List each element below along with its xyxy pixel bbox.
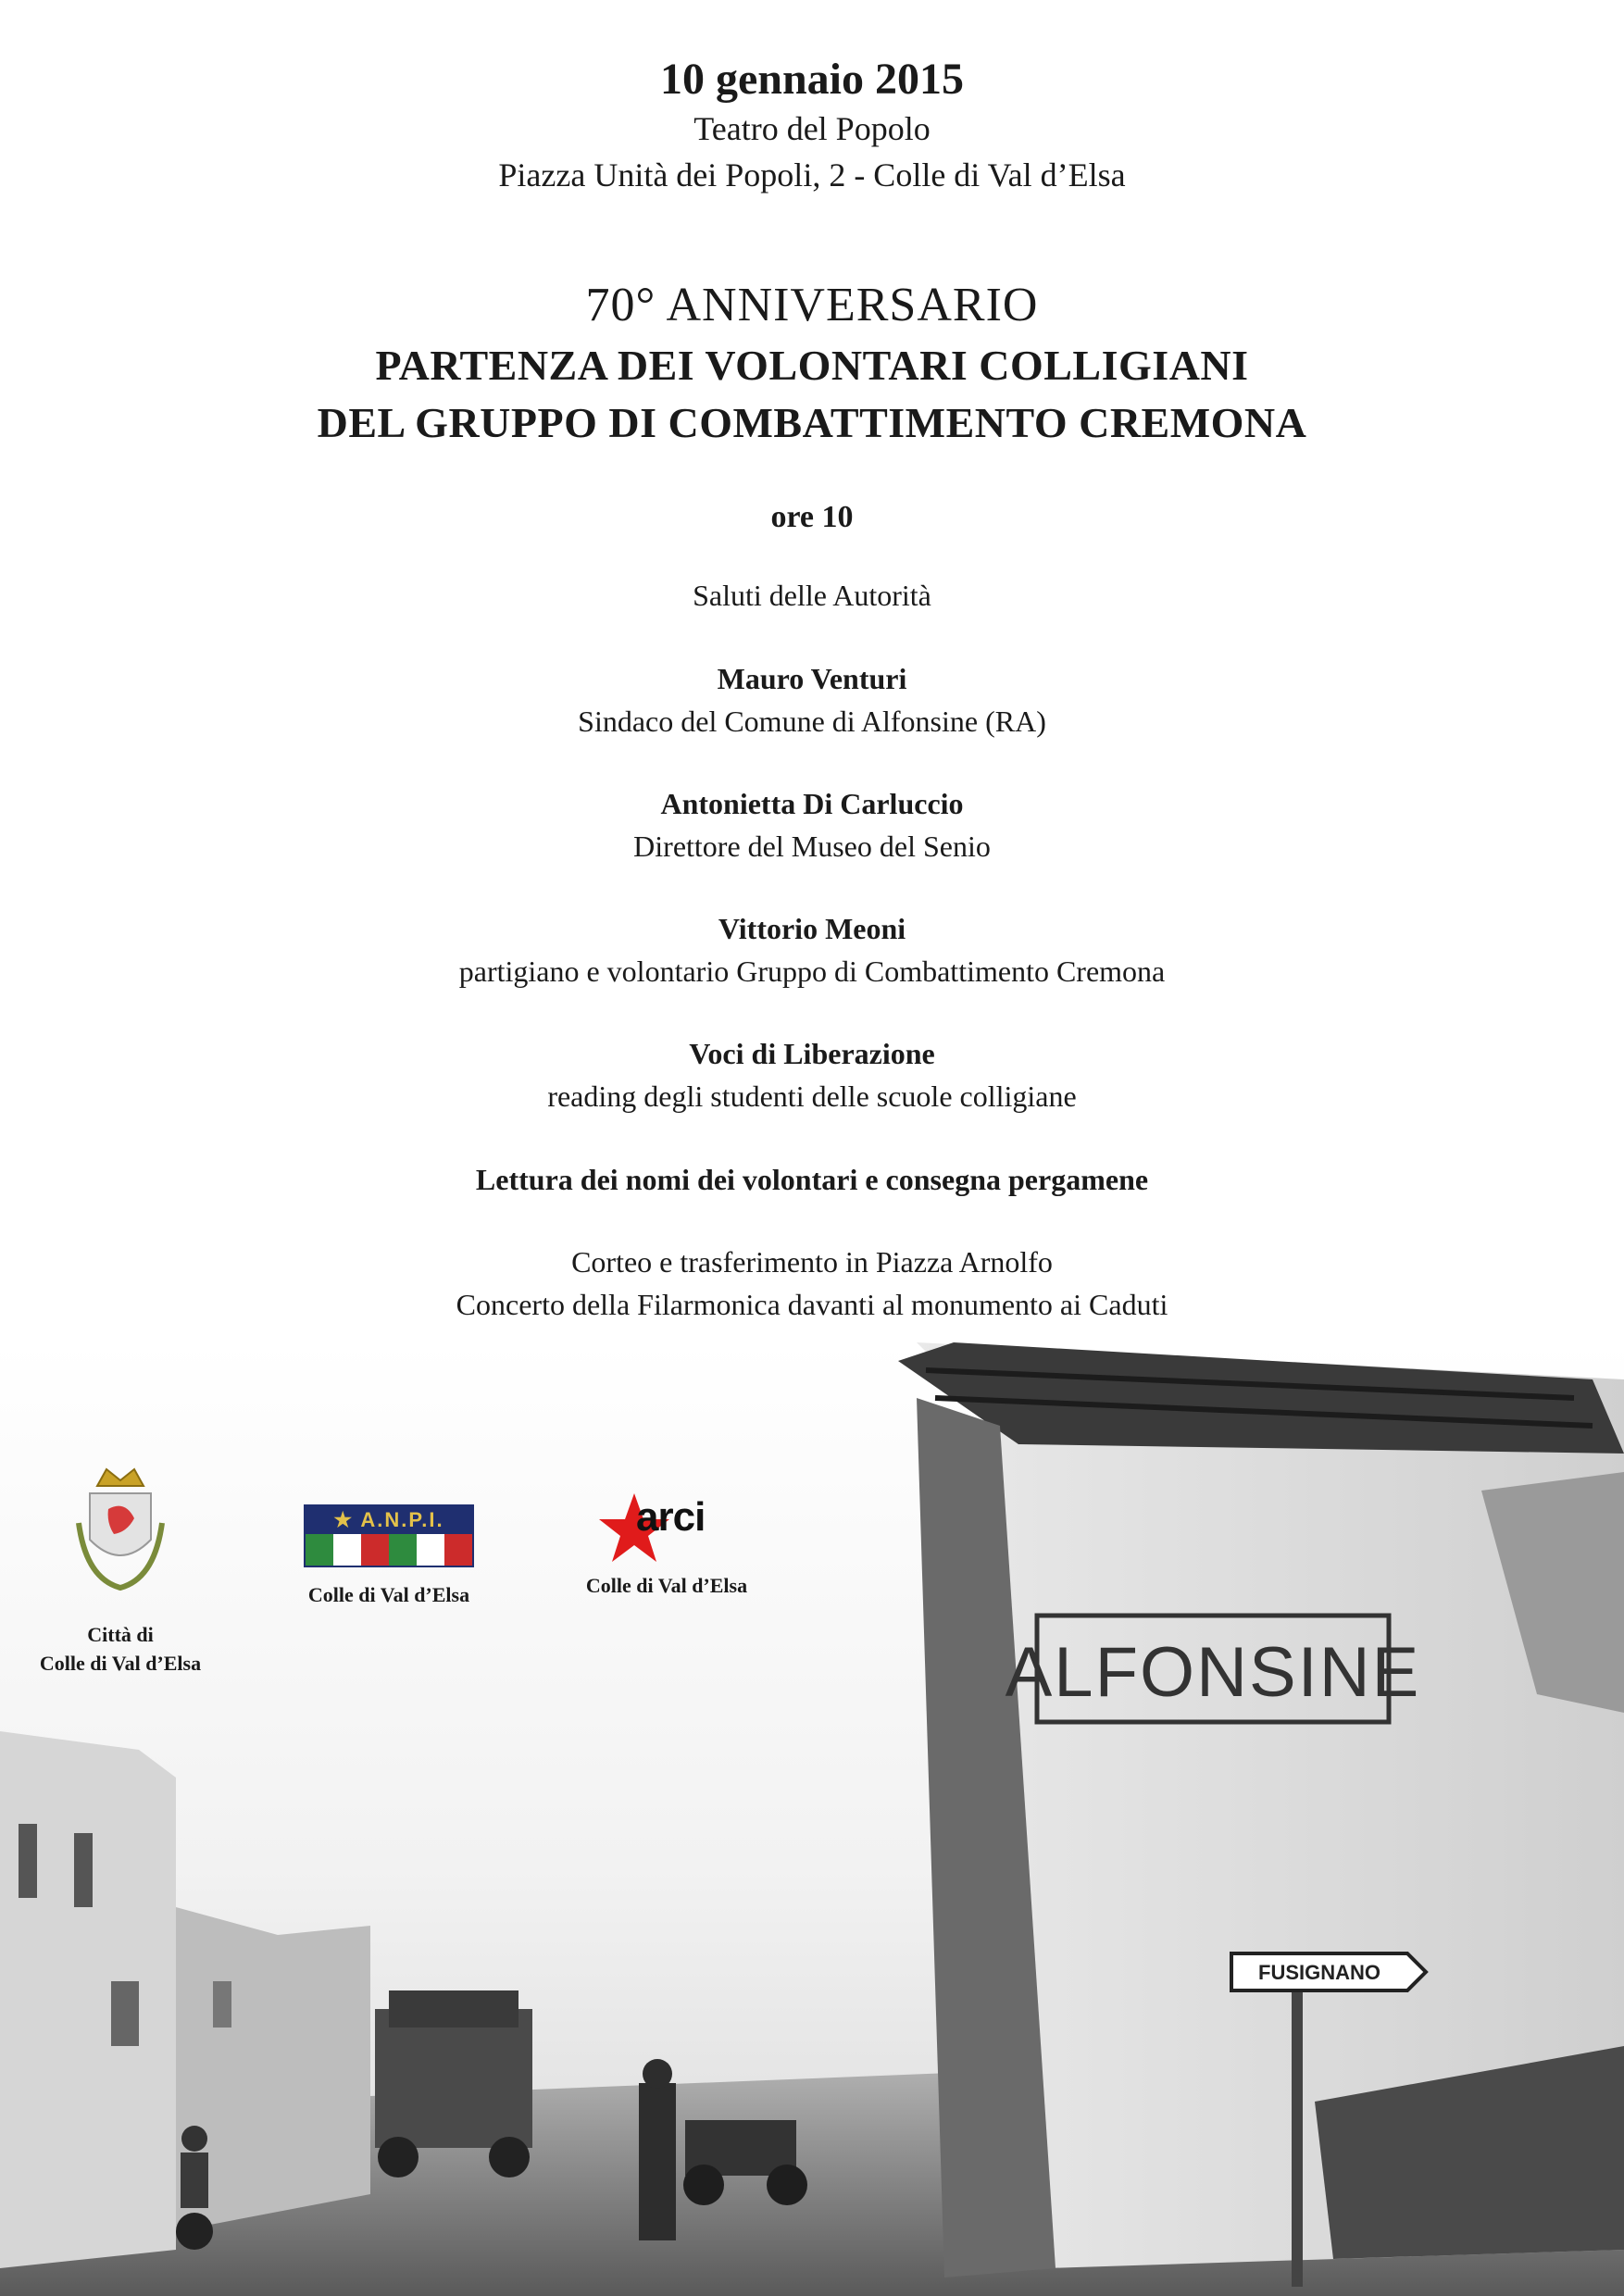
title-line-1: PARTENZA DEI VOLONTARI COLLIGIANI bbox=[375, 342, 1249, 389]
anpi-badge-text: A.N.P.I. bbox=[360, 1508, 444, 1531]
speaker-name: Antonietta Di Carluccio bbox=[660, 787, 964, 820]
comune-logo bbox=[19, 1467, 222, 1678]
arci-caption: Colle di Val d’Elsa bbox=[585, 1574, 748, 1597]
anpi-logo bbox=[287, 1504, 491, 1609]
speaker-role: partigiano e volontario Gruppo di Combattimento Cremona bbox=[458, 955, 1166, 988]
program-closing-1: Corteo e trasferimento in Piazza Arnolfo bbox=[571, 1245, 1053, 1279]
comune-coat-of-arms-icon bbox=[69, 1467, 171, 1602]
comune-label-line-1: Città di bbox=[87, 1623, 154, 1646]
speaker-role: Sindaco del Comune di Alfonsine (RA) bbox=[578, 705, 1046, 738]
arci-badge-text: arci bbox=[636, 1494, 706, 1540]
program-greetings: Saluti delle Autorità bbox=[693, 579, 931, 612]
speaker-name: Voci di Liberazione bbox=[689, 1037, 935, 1070]
anniversary-heading: 70° ANNIVERSARIO bbox=[585, 279, 1039, 331]
event-venue: Teatro del Popolo bbox=[693, 110, 931, 147]
speaker-role: reading degli studenti delle scuole colligiane bbox=[547, 1079, 1077, 1113]
historical-photo bbox=[0, 1342, 1624, 2296]
event-address: Piazza Unità dei Popoli, 2 - Colle di Val d’Elsa bbox=[498, 156, 1126, 193]
anpi-caption: Colle di Val d’Elsa bbox=[307, 1583, 470, 1606]
program-reading: Lettura dei nomi dei volontari e consegna pergamene bbox=[475, 1163, 1149, 1196]
speaker-role: Direttore del Museo del Senio bbox=[633, 830, 991, 863]
alfonsine-sign: ALFONSINE bbox=[1005, 1633, 1421, 1712]
speaker-name: Vittorio Meoni bbox=[718, 912, 906, 945]
title-line-2: DEL GRUPPO DI COMBATTIMENTO CREMONA bbox=[317, 399, 1307, 446]
program-closing-2: Concerto della Filarmonica davanti al monumento ai Caduti bbox=[456, 1288, 1168, 1321]
speaker-name: Mauro Venturi bbox=[717, 662, 907, 695]
comune-label-line-2: Colle di Val d’Elsa bbox=[39, 1652, 202, 1675]
fusignano-sign: FUSIGNANO bbox=[1258, 1961, 1380, 1984]
program-time: ore 10 bbox=[770, 500, 854, 534]
anpi-badge-icon: ★ A.N.P.I. bbox=[304, 1504, 474, 1567]
arci-logo bbox=[565, 1494, 768, 1600]
event-date: 10 gennaio 2015 bbox=[659, 55, 965, 104]
